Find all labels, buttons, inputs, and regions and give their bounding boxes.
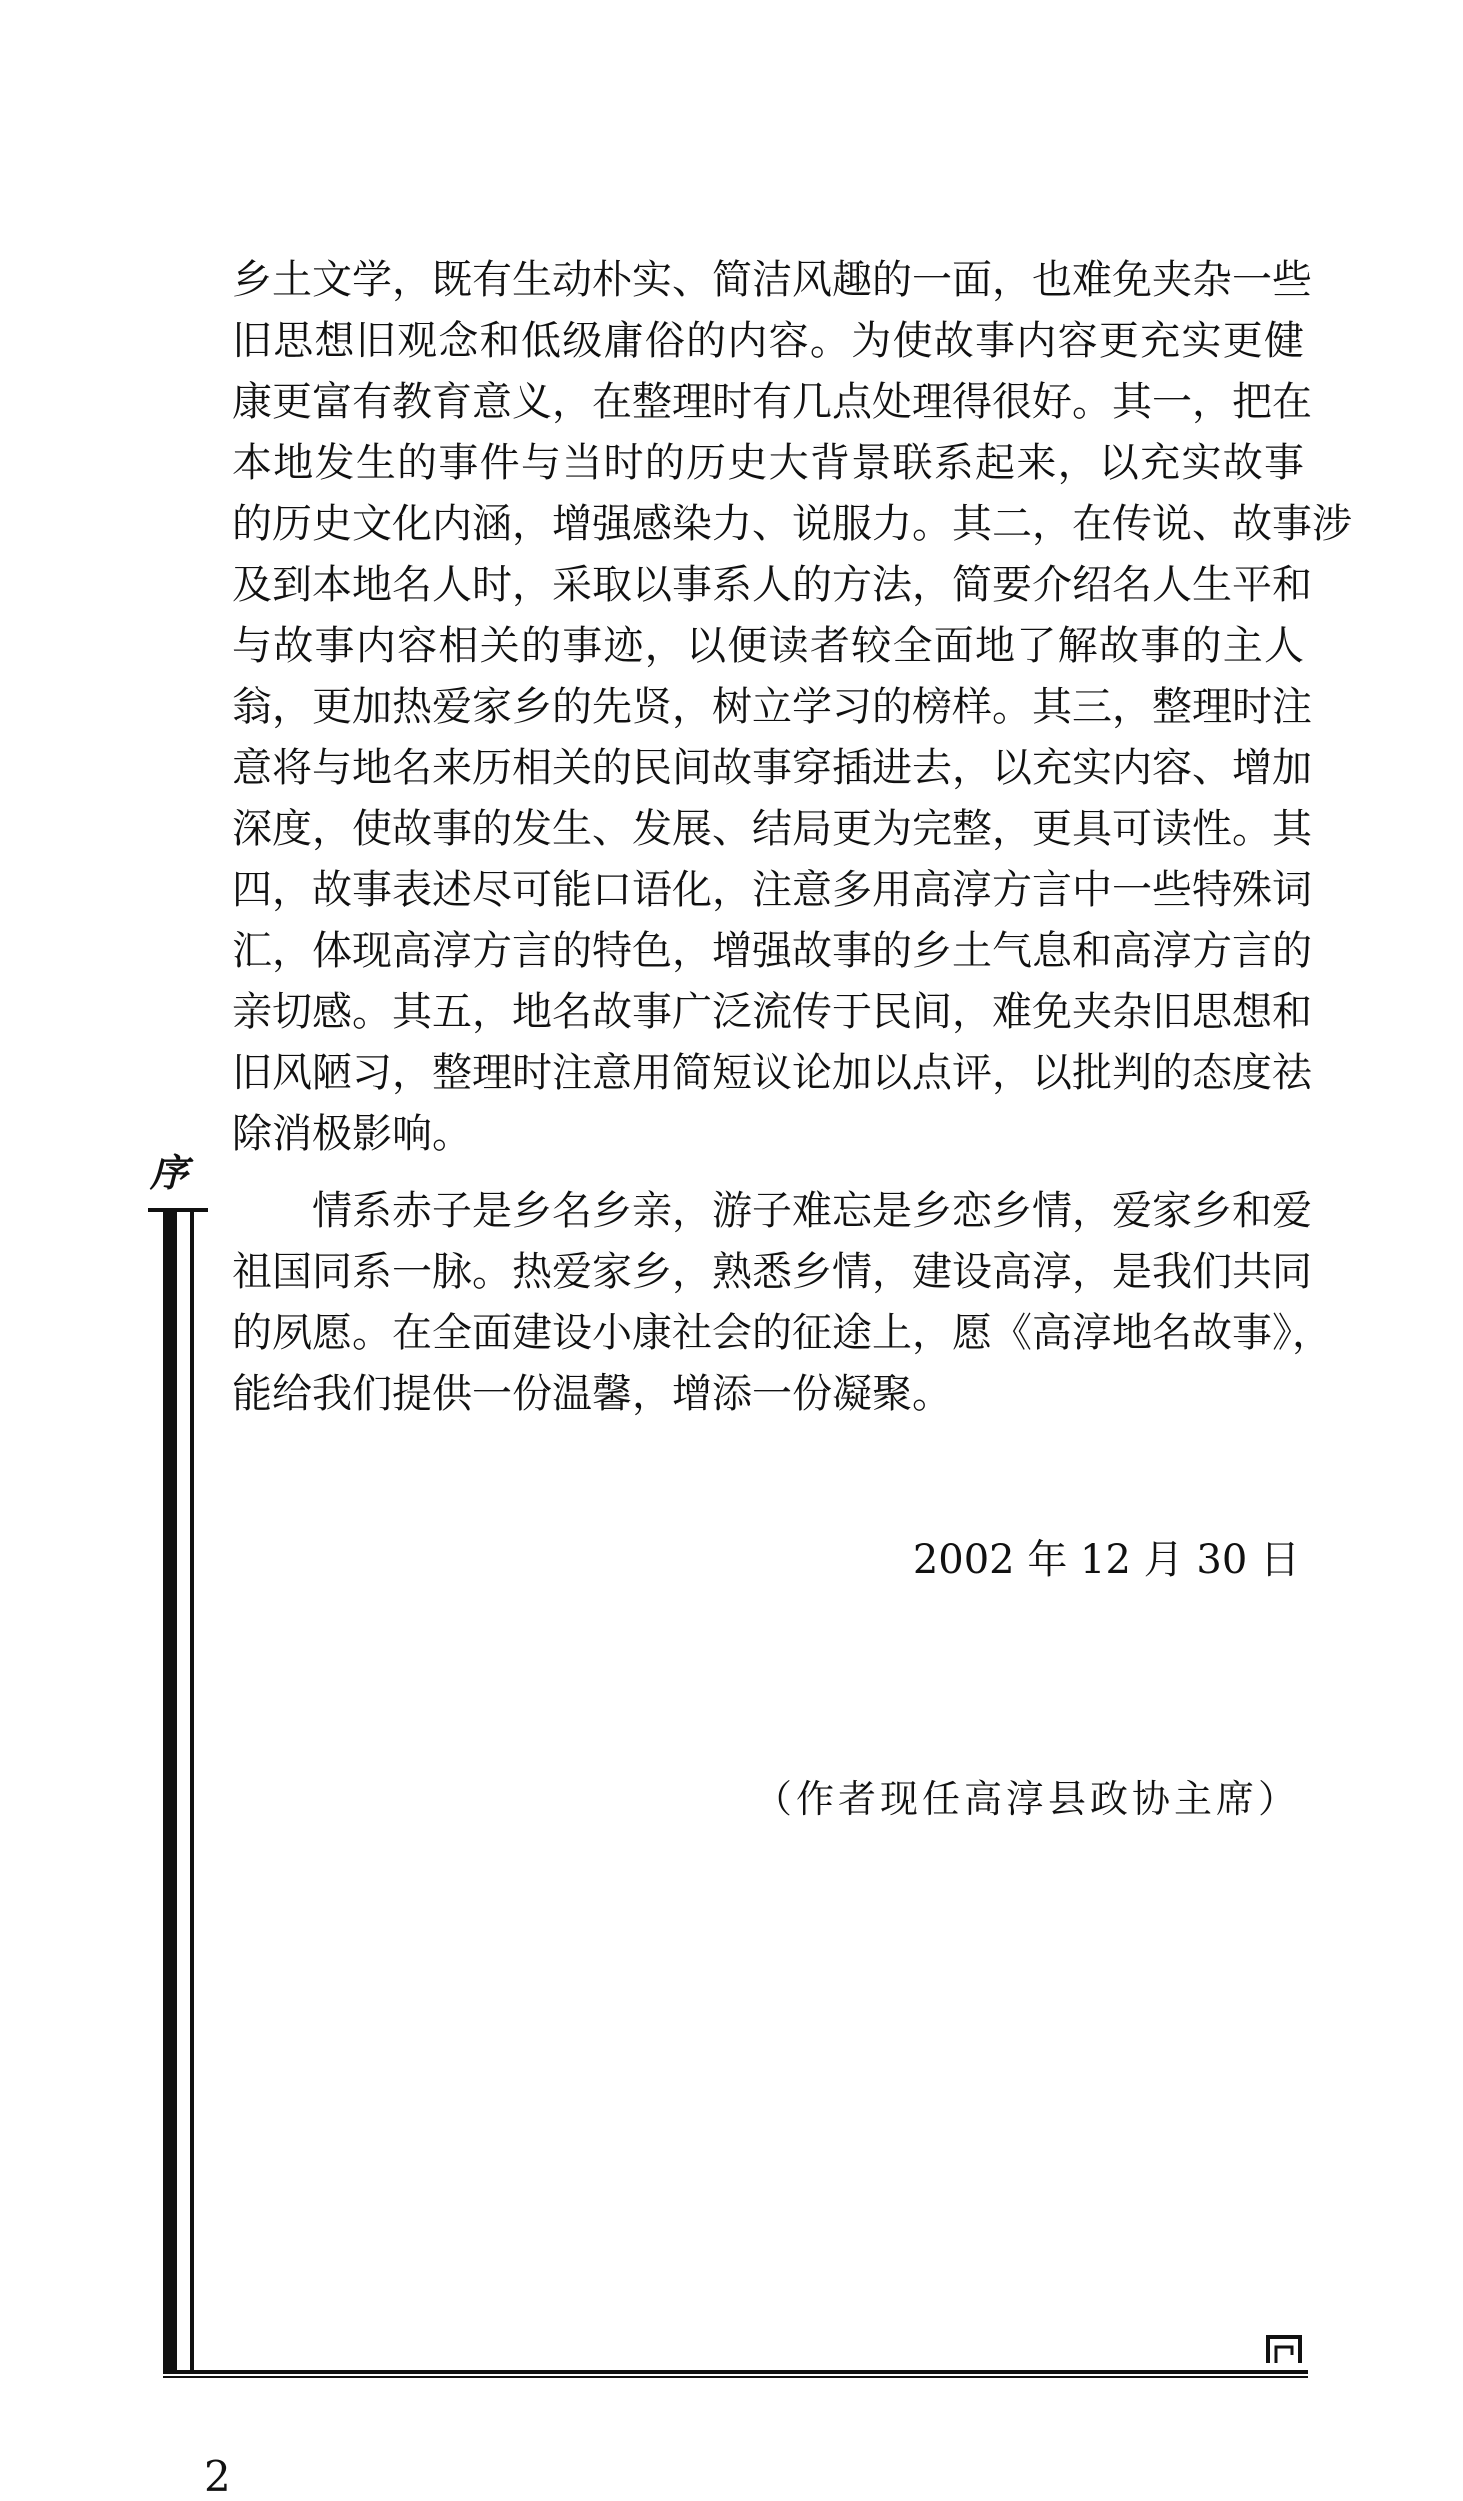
corner-ornament-icon — [1266, 2335, 1302, 2365]
page-number: 2 — [204, 2452, 231, 2501]
section-side-label: 序 — [150, 1150, 189, 1195]
paragraph-1 — [232, 250, 1352, 1165]
text-line: 深度，使故事的发生、发展、结局更为完整，更具可读性。其 — [232, 806, 1312, 852]
text-line: 亲切感。其五，地名故事广泛流传于民间，难免夹杂旧思想和 — [232, 989, 1312, 1035]
text-line: 除消极影响。 — [232, 1111, 472, 1157]
text-line: 乡土文学，既有生动朴实、简洁风趣的一面，也难免夹杂一些 — [232, 257, 1312, 303]
text-line: 的历史文化内涵，增强感染力、说服力。其二，在传说、故事涉 — [232, 501, 1352, 547]
text-line: 与故事内容相关的事迹，以便读者较全面地了解故事的主人 — [232, 623, 1304, 669]
text-line: 四，故事表述尽可能口语化，注意多用高淳方言中一些特殊词 — [232, 867, 1312, 913]
text-line: 旧思想旧观念和低级庸俗的内容。为使故事内容更充实更健 — [232, 318, 1304, 364]
text-line: 康更富有教育意义，在整理时有几点处理得很好。其一，把在 — [232, 379, 1312, 425]
text-line: 情系赤子是乡名乡亲，游子难忘是乡恋乡情，爱家乡和爱 — [312, 1188, 1312, 1234]
text-line: 本地发生的事件与当时的历史大背景联系起来，以充实故事 — [232, 440, 1304, 486]
text-line: 汇，体现高淳方言的特色，增强故事的乡土气息和高淳方言的 — [232, 928, 1312, 974]
body-text — [232, 250, 1352, 1425]
author-note: （作者现任高淳县政协主席） — [753, 1777, 1300, 1821]
text-line: 旧风陋习，整理时注意用简短议论加以点评，以批判的态度祛 — [232, 1050, 1312, 1096]
text-line: 翁，更加热爱家乡的先贤，树立学习的榜样。其三，整理时注 — [232, 684, 1312, 730]
text-line: 祖国同系一脉。热爱家乡，熟悉乡情，建设高淳，是我们共同 — [232, 1249, 1312, 1295]
bottom-rule-thin — [163, 2376, 1308, 2378]
margin-bar-cap — [148, 1208, 208, 1212]
text-line: 能给我们提供一份温馨，增添一份凝聚。 — [232, 1371, 952, 1417]
bottom-rule — [163, 2370, 1308, 2374]
margin-bar-thin — [190, 1208, 194, 2373]
text-line: 及到本地名人时，采取以事系人的方法，简要介绍名人生平和 — [232, 562, 1312, 608]
text-line: 意将与地名来历相关的民间故事穿插进去，以充实内容、增加 — [232, 745, 1312, 791]
paragraph-2 — [232, 1181, 1332, 1425]
text-line: 的夙愿。在全面建设小康社会的征途上，愿《高淳地名故事》， — [232, 1310, 1332, 1356]
signoff-date: 2002 年 12 月 30 日 — [912, 1537, 1300, 1583]
margin-bar-thick — [163, 1208, 177, 2373]
